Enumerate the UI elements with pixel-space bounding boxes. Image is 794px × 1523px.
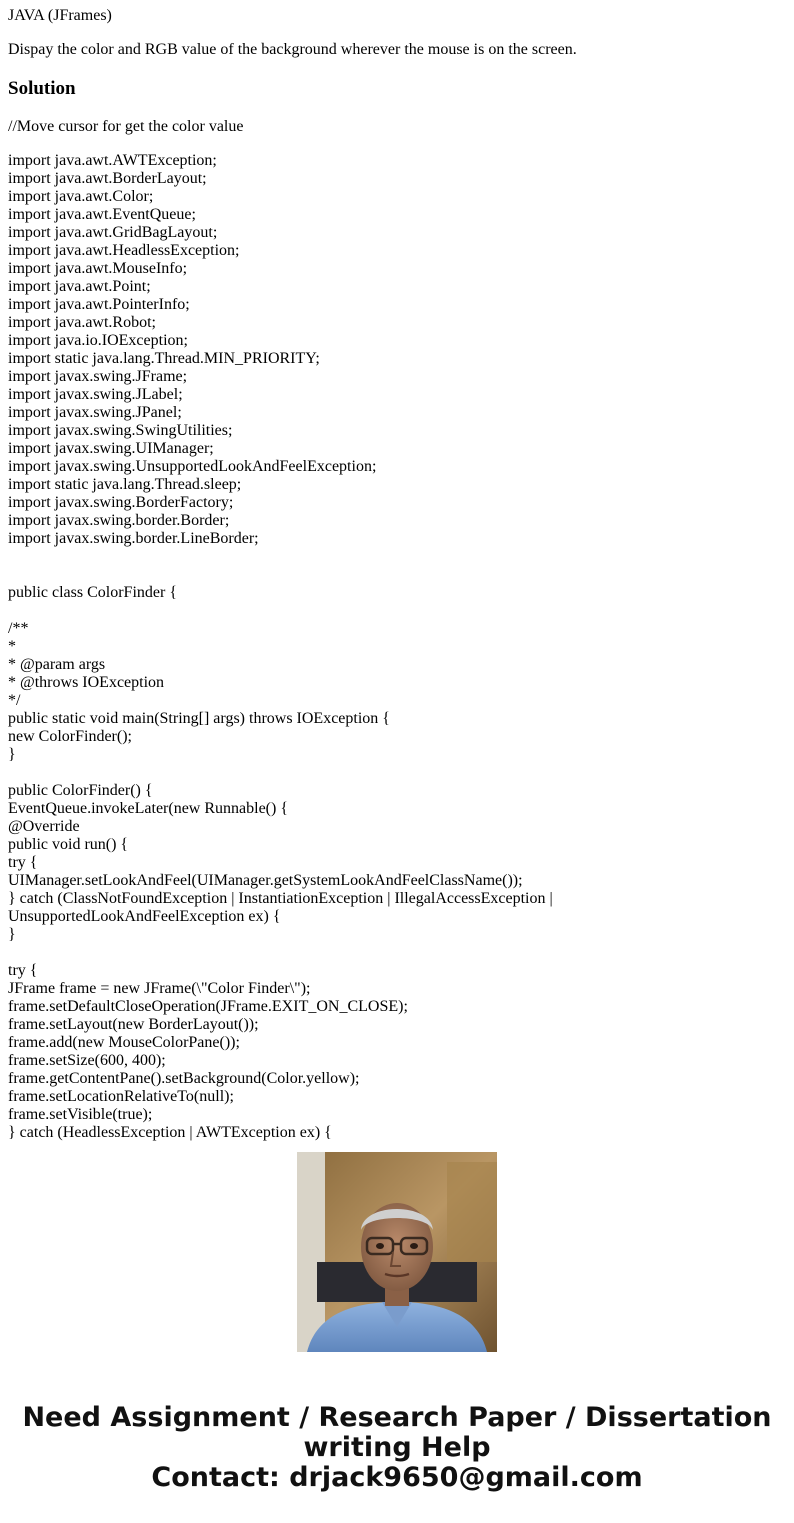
code-line: public ColorFinder() { (8, 782, 153, 799)
question-title: JAVA (JFrames) (8, 7, 112, 24)
code-line: } (8, 926, 16, 943)
code-line: import javax.swing.border.LineBorder; (8, 530, 259, 547)
code-line: frame.add(new MouseColorPane()); (8, 1034, 240, 1051)
code-line: import java.awt.Point; (8, 278, 151, 295)
code-block (8, 152, 788, 1141)
code-line: frame.setLayout(new BorderLayout()); (8, 1016, 259, 1033)
code-line: /** (8, 620, 29, 637)
code-line (8, 602, 788, 620)
code-line: import java.awt.EventQueue; (8, 206, 196, 223)
code-line: import javax.swing.border.Border; (8, 512, 230, 529)
code-line: import javax.swing.BorderFactory; (8, 494, 234, 511)
code-line: new ColorFinder(); (8, 728, 132, 745)
promo-line-1: Need Assignment / Research Paper / Dissertation (22, 1402, 772, 1433)
code-line (8, 548, 788, 566)
promo-line-2: writing Help (303, 1432, 491, 1463)
code-line: UnsupportedLookAndFeelException ex) { (8, 908, 281, 925)
author-photo (297, 1152, 497, 1352)
code-line: import javax.swing.JLabel; (8, 386, 183, 403)
code-line: frame.setSize(600, 400); (8, 1052, 166, 1069)
code-line: } (8, 746, 16, 763)
code-line: import java.awt.PointerInfo; (8, 296, 190, 313)
code-line: import java.awt.AWTException; (8, 152, 217, 169)
code-line: EventQueue.invokeLater(new Runnable() { (8, 800, 289, 817)
code-line: public static void main(String[] args) throws IOException { (8, 710, 390, 727)
code-line: import java.awt.HeadlessException; (8, 242, 240, 259)
code-line: } catch (ClassNotFoundException | InstantiationException | IllegalAccessException | (8, 890, 553, 907)
question-text: Dispay the color and RGB value of the background wherever the mouse is on the screen. (8, 41, 577, 58)
code-line: try { (8, 854, 38, 871)
code-line: import javax.swing.SwingUtilities; (8, 422, 233, 439)
solution-heading: Solution (8, 78, 76, 99)
code-line: import java.awt.BorderLayout; (8, 170, 207, 187)
code-line: */ (8, 692, 21, 709)
code-line (8, 944, 788, 962)
code-line: import static java.lang.Thread.sleep; (8, 476, 242, 493)
code-line: frame.setLocationRelativeTo(null); (8, 1088, 234, 1105)
code-line: import javax.swing.UIManager; (8, 440, 214, 457)
author-photo-image (297, 1152, 497, 1352)
code-line: @Override (8, 818, 80, 835)
code-line: try { (8, 962, 38, 979)
code-line (8, 566, 788, 584)
code-line: } catch (HeadlessException | AWTException ex) { (8, 1124, 332, 1141)
code-comment: //Move cursor for get the color value (8, 118, 244, 135)
code-line (8, 764, 788, 782)
code-line: JFrame frame = new JFrame(\"Color Finder\"); (8, 980, 311, 997)
code-line: public void run() { (8, 836, 129, 853)
promo-contact: Contact: drjack9650@gmail.com (151, 1462, 643, 1493)
code-line: frame.setDefaultCloseOperation(JFrame.EXIT_ON_CLOSE); (8, 998, 408, 1015)
code-line: import java.awt.MouseInfo; (8, 260, 188, 277)
code-line: * @param args (8, 656, 106, 673)
code-line: import java.awt.Robot; (8, 314, 156, 331)
code-line: public class ColorFinder { (8, 584, 177, 601)
code-line: frame.setVisible(true); (8, 1106, 153, 1123)
code-line: import java.awt.Color; (8, 188, 154, 205)
code-line: import java.io.IOException; (8, 332, 188, 349)
code-line: import javax.swing.JFrame; (8, 368, 188, 385)
code-line: * (8, 638, 16, 655)
code-line: import java.awt.GridBagLayout; (8, 224, 218, 241)
code-line: frame.getContentPane().setBackground(Color.yellow); (8, 1070, 360, 1087)
code-line: * @throws IOException (8, 674, 165, 691)
code-line: import static java.lang.Thread.MIN_PRIORITY; (8, 350, 320, 367)
code-line: import javax.swing.UnsupportedLookAndFeelException; (8, 458, 377, 475)
code-line: UIManager.setLookAndFeel(UIManager.getSystemLookAndFeelClassName()); (8, 872, 523, 889)
code-line: import javax.swing.JPanel; (8, 404, 182, 421)
promo-banner (0, 1403, 794, 1493)
